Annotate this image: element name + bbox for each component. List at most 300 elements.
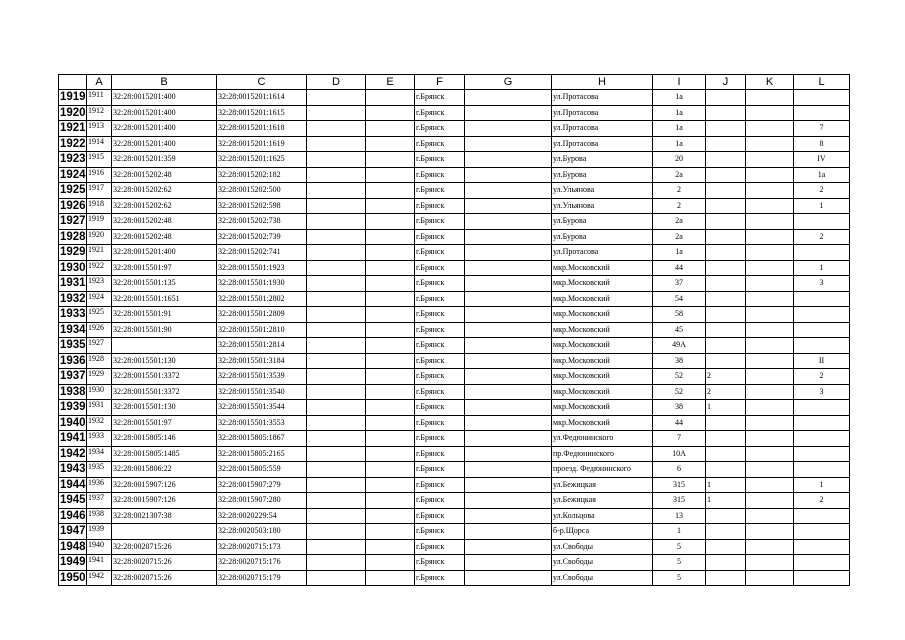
cell-b[interactable]: 32:28:0015805:1485 [112, 446, 217, 462]
cell-f[interactable]: г.Брянск [415, 508, 465, 524]
cell-i[interactable]: 38 [653, 400, 706, 416]
cell-l[interactable] [794, 400, 850, 416]
cell-h[interactable]: мкр.Московский [552, 384, 653, 400]
cell-b[interactable]: 32:28:0015907:126 [112, 477, 217, 493]
cell-f[interactable]: г.Брянск [415, 477, 465, 493]
cell-f[interactable]: г.Брянск [415, 400, 465, 416]
cell-h[interactable]: мкр.Московский [552, 369, 653, 385]
cell-c[interactable]: 32:28:0020715:176 [217, 555, 307, 571]
cell-g[interactable] [465, 307, 552, 323]
row-number[interactable]: 1946 [60, 509, 86, 522]
cell-j[interactable] [706, 539, 746, 555]
cell-i[interactable]: 1а [653, 136, 706, 152]
cell-g[interactable] [465, 353, 552, 369]
cell-i[interactable]: 2 [653, 198, 706, 214]
cell-h[interactable]: ул.Бежицкая [552, 493, 653, 509]
cell-a[interactable]: 1913 [87, 121, 112, 137]
cell-d[interactable] [307, 539, 366, 555]
cell-l[interactable]: IV [794, 152, 850, 168]
cell-j[interactable] [706, 353, 746, 369]
cell-a[interactable]: 1932 [87, 415, 112, 431]
cell-a[interactable]: 1916 [87, 167, 112, 183]
row-number[interactable]: 1943 [60, 463, 86, 476]
cell-j[interactable] [706, 415, 746, 431]
cell-h[interactable]: мкр.Московский [552, 415, 653, 431]
row-number[interactable]: 1931 [60, 277, 86, 290]
cell-j[interactable] [706, 462, 746, 478]
cell-g[interactable] [465, 524, 552, 540]
cell-k[interactable] [746, 276, 794, 292]
cell-f[interactable]: г.Брянск [415, 384, 465, 400]
cell-f[interactable]: г.Брянск [415, 245, 465, 261]
cell-i[interactable]: 315 [653, 493, 706, 509]
cell-i[interactable]: 5 [653, 570, 706, 586]
cell-a[interactable]: 1911 [87, 90, 112, 106]
cell-b[interactable]: 32:28:0021307:38 [112, 508, 217, 524]
cell-l[interactable] [794, 105, 850, 121]
cell-b[interactable]: 32:28:0015202:62 [112, 183, 217, 199]
cell-i[interactable]: 45 [653, 322, 706, 338]
cell-j[interactable] [706, 245, 746, 261]
cell-d[interactable] [307, 508, 366, 524]
cell-a[interactable]: 1914 [87, 136, 112, 152]
cell-b[interactable]: 32:28:0015201:400 [112, 90, 217, 106]
cell-j[interactable] [706, 136, 746, 152]
cell-d[interactable] [307, 477, 366, 493]
cell-j[interactable]: 1 [706, 493, 746, 509]
cell-e[interactable] [366, 152, 415, 168]
cell-j[interactable] [706, 446, 746, 462]
cell-l[interactable]: 7 [794, 121, 850, 137]
cell-d[interactable] [307, 229, 366, 245]
cell-e[interactable] [366, 400, 415, 416]
cell-f[interactable]: г.Брянск [415, 183, 465, 199]
cell-b[interactable]: 32:28:0020715:26 [112, 555, 217, 571]
cell-g[interactable] [465, 431, 552, 447]
row-number[interactable]: 1935 [60, 339, 86, 352]
cell-b[interactable]: 32:28:0015501:135 [112, 276, 217, 292]
cell-a[interactable]: 1935 [87, 462, 112, 478]
row-number[interactable]: 1947 [60, 525, 86, 538]
cell-d[interactable] [307, 415, 366, 431]
cell-j[interactable] [706, 508, 746, 524]
cell-i[interactable]: 6 [653, 462, 706, 478]
column-header-c[interactable]: C [217, 75, 307, 90]
column-header-f[interactable]: F [415, 75, 465, 90]
cell-g[interactable] [465, 136, 552, 152]
cell-k[interactable] [746, 105, 794, 121]
cell-d[interactable] [307, 214, 366, 230]
cell-d[interactable] [307, 369, 366, 385]
cell-l[interactable]: 1а [794, 167, 850, 183]
cell-l[interactable]: 1 [794, 198, 850, 214]
row-number[interactable]: 1938 [60, 385, 86, 398]
cell-i[interactable]: 44 [653, 415, 706, 431]
cell-f[interactable]: г.Брянск [415, 369, 465, 385]
cell-c[interactable]: 32:28:0015805:559 [217, 462, 307, 478]
cell-h[interactable]: ул.Свободы [552, 539, 653, 555]
column-header-j[interactable]: J [706, 75, 746, 90]
cell-k[interactable] [746, 369, 794, 385]
row-number[interactable]: 1945 [60, 494, 86, 507]
cell-g[interactable] [465, 276, 552, 292]
cell-c[interactable]: 32:28:0015501:3553 [217, 415, 307, 431]
cell-b[interactable]: 32:28:0015201:400 [112, 121, 217, 137]
cell-c[interactable]: 32:28:0015202:739 [217, 229, 307, 245]
cell-e[interactable] [366, 245, 415, 261]
cell-h[interactable]: ул.Протасова [552, 245, 653, 261]
cell-h[interactable]: ул.Кольцова [552, 508, 653, 524]
cell-k[interactable] [746, 353, 794, 369]
cell-g[interactable] [465, 183, 552, 199]
cell-c[interactable]: 32:28:0015501:1930 [217, 276, 307, 292]
cell-h[interactable]: ул.Протасова [552, 105, 653, 121]
cell-c[interactable]: 32:28:0020715:173 [217, 539, 307, 555]
cell-e[interactable] [366, 369, 415, 385]
cell-l[interactable]: 3 [794, 384, 850, 400]
cell-j[interactable] [706, 555, 746, 571]
cell-k[interactable] [746, 322, 794, 338]
cell-h[interactable]: мкр.Московский [552, 291, 653, 307]
cell-g[interactable] [465, 369, 552, 385]
cell-f[interactable]: г.Брянск [415, 90, 465, 106]
cell-h[interactable]: ул.Бурова [552, 229, 653, 245]
cell-h[interactable]: ул.Бурова [552, 214, 653, 230]
cell-k[interactable] [746, 384, 794, 400]
cell-e[interactable] [366, 291, 415, 307]
cell-b[interactable]: 32:28:0015501:97 [112, 415, 217, 431]
cell-l[interactable]: 3 [794, 276, 850, 292]
cell-h[interactable]: мкр.Московский [552, 338, 653, 354]
cell-b[interactable]: 32:28:0015501:130 [112, 400, 217, 416]
row-number[interactable]: 1929 [60, 246, 86, 259]
cell-f[interactable]: г.Брянск [415, 570, 465, 586]
row-number[interactable]: 1919 [60, 91, 86, 104]
cell-e[interactable] [366, 446, 415, 462]
cell-e[interactable] [366, 415, 415, 431]
cell-b[interactable]: 32:28:0015201:400 [112, 105, 217, 121]
cell-f[interactable]: г.Брянск [415, 462, 465, 478]
cell-l[interactable]: 2 [794, 493, 850, 509]
cell-g[interactable] [465, 415, 552, 431]
cell-d[interactable] [307, 384, 366, 400]
cell-k[interactable] [746, 508, 794, 524]
cell-c[interactable]: 32:28:0020715:179 [217, 570, 307, 586]
cell-j[interactable] [706, 307, 746, 323]
cell-h[interactable]: ул.Федюнинского [552, 431, 653, 447]
cell-k[interactable] [746, 307, 794, 323]
row-number[interactable]: 1950 [60, 571, 86, 584]
cell-j[interactable] [706, 570, 746, 586]
cell-a[interactable]: 1938 [87, 508, 112, 524]
row-number[interactable]: 1925 [60, 184, 86, 197]
row-number[interactable]: 1944 [60, 478, 86, 491]
cell-g[interactable] [465, 167, 552, 183]
cell-i[interactable]: 315 [653, 477, 706, 493]
cell-i[interactable]: 1а [653, 245, 706, 261]
cell-b[interactable]: 32:28:0015501:1651 [112, 291, 217, 307]
cell-i[interactable]: 10А [653, 446, 706, 462]
cell-i[interactable]: 38 [653, 353, 706, 369]
cell-c[interactable]: 32:28:0015501:2802 [217, 291, 307, 307]
cell-k[interactable] [746, 167, 794, 183]
cell-b[interactable]: 32:28:0015202:48 [112, 214, 217, 230]
row-number[interactable]: 1927 [60, 215, 86, 228]
cell-h[interactable]: пр.Федюнинского [552, 446, 653, 462]
cell-k[interactable] [746, 291, 794, 307]
cell-j[interactable] [706, 276, 746, 292]
cell-k[interactable] [746, 539, 794, 555]
cell-f[interactable]: г.Брянск [415, 493, 465, 509]
cell-k[interactable] [746, 198, 794, 214]
cell-l[interactable] [794, 245, 850, 261]
cell-c[interactable]: 32:28:0015805:1867 [217, 431, 307, 447]
cell-j[interactable] [706, 90, 746, 106]
cell-j[interactable] [706, 229, 746, 245]
cell-a[interactable]: 1917 [87, 183, 112, 199]
cell-f[interactable]: г.Брянск [415, 353, 465, 369]
cell-l[interactable]: 2 [794, 183, 850, 199]
cell-l[interactable] [794, 322, 850, 338]
cell-b[interactable]: 32:28:0020715:26 [112, 570, 217, 586]
cell-f[interactable]: г.Брянск [415, 198, 465, 214]
cell-f[interactable]: г.Брянск [415, 307, 465, 323]
cell-g[interactable] [465, 555, 552, 571]
cell-g[interactable] [465, 508, 552, 524]
cell-g[interactable] [465, 322, 552, 338]
cell-g[interactable] [465, 338, 552, 354]
cell-f[interactable]: г.Брянск [415, 291, 465, 307]
cell-a[interactable]: 1940 [87, 539, 112, 555]
cell-c[interactable]: 32:28:0015805:2165 [217, 446, 307, 462]
cell-e[interactable] [366, 307, 415, 323]
cell-c[interactable]: 32:28:0015907:280 [217, 493, 307, 509]
cell-l[interactable]: 2 [794, 229, 850, 245]
cell-k[interactable] [746, 555, 794, 571]
cell-i[interactable]: 1а [653, 90, 706, 106]
cell-e[interactable] [366, 431, 415, 447]
cell-e[interactable] [366, 555, 415, 571]
cell-k[interactable] [746, 477, 794, 493]
cell-i[interactable]: 2а [653, 214, 706, 230]
cell-b[interactable]: 32:28:0015201:359 [112, 152, 217, 168]
cell-l[interactable]: 8 [794, 136, 850, 152]
cell-k[interactable] [746, 524, 794, 540]
cell-h[interactable]: ул.Ульянова [552, 183, 653, 199]
cell-c[interactable]: 32:28:0015202:738 [217, 214, 307, 230]
cell-f[interactable]: г.Брянск [415, 214, 465, 230]
cell-l[interactable] [794, 431, 850, 447]
cell-b[interactable]: 32:28:0015202:48 [112, 229, 217, 245]
row-number[interactable]: 1933 [60, 308, 86, 321]
cell-h[interactable]: проезд. Федюнинского [552, 462, 653, 478]
cell-j[interactable] [706, 183, 746, 199]
cell-i[interactable]: 2 [653, 183, 706, 199]
cell-k[interactable] [746, 400, 794, 416]
cell-b[interactable]: 32:28:0015501:91 [112, 307, 217, 323]
cell-k[interactable] [746, 121, 794, 137]
cell-a[interactable]: 1924 [87, 291, 112, 307]
cell-l[interactable] [794, 90, 850, 106]
cell-f[interactable]: г.Брянск [415, 152, 465, 168]
cell-h[interactable]: мкр.Московский [552, 260, 653, 276]
cell-h[interactable]: ул.Свободы [552, 570, 653, 586]
cell-a[interactable]: 1921 [87, 245, 112, 261]
cell-g[interactable] [465, 245, 552, 261]
cell-e[interactable] [366, 229, 415, 245]
cell-e[interactable] [366, 524, 415, 540]
cell-g[interactable] [465, 152, 552, 168]
column-header-b[interactable]: B [112, 75, 217, 90]
cell-c[interactable]: 32:28:0015202:741 [217, 245, 307, 261]
cell-f[interactable]: г.Брянск [415, 446, 465, 462]
cell-i[interactable]: 58 [653, 307, 706, 323]
row-number[interactable]: 1934 [60, 323, 86, 336]
cell-b[interactable]: 32:28:0015202:62 [112, 198, 217, 214]
cell-i[interactable]: 1а [653, 105, 706, 121]
cell-f[interactable]: г.Брянск [415, 105, 465, 121]
cell-b[interactable]: 32:28:0015501:97 [112, 260, 217, 276]
cell-g[interactable] [465, 291, 552, 307]
cell-g[interactable] [465, 477, 552, 493]
cell-f[interactable]: г.Брянск [415, 276, 465, 292]
cell-d[interactable] [307, 183, 366, 199]
cell-k[interactable] [746, 493, 794, 509]
cell-b[interactable]: 32:28:0015201:400 [112, 136, 217, 152]
cell-h[interactable]: мкр.Московский [552, 353, 653, 369]
cell-k[interactable] [746, 446, 794, 462]
cell-c[interactable]: 32:28:0015202:182 [217, 167, 307, 183]
cell-c[interactable]: 32:28:0015501:3540 [217, 384, 307, 400]
cell-i[interactable]: 1а [653, 121, 706, 137]
cell-b[interactable]: 32:28:0020715:26 [112, 539, 217, 555]
cell-e[interactable] [366, 121, 415, 137]
cell-d[interactable] [307, 152, 366, 168]
cell-c[interactable]: 32:28:0015202:598 [217, 198, 307, 214]
cell-g[interactable] [465, 446, 552, 462]
cell-b[interactable]: 32:28:0015501:3372 [112, 384, 217, 400]
cell-e[interactable] [366, 214, 415, 230]
cell-h[interactable]: мкр.Московский [552, 276, 653, 292]
row-number[interactable]: 1940 [60, 416, 86, 429]
cell-e[interactable] [366, 105, 415, 121]
cell-e[interactable] [366, 183, 415, 199]
cell-c[interactable]: 32:28:0015501:3184 [217, 353, 307, 369]
cell-j[interactable]: 1 [706, 477, 746, 493]
cell-c[interactable]: 32:28:0015501:2810 [217, 322, 307, 338]
cell-h[interactable]: мкр.Московский [552, 400, 653, 416]
cell-e[interactable] [366, 353, 415, 369]
cell-k[interactable] [746, 136, 794, 152]
row-number[interactable]: 1937 [60, 370, 86, 383]
cell-c[interactable]: 32:28:0015201:1615 [217, 105, 307, 121]
cell-d[interactable] [307, 307, 366, 323]
cell-g[interactable] [465, 121, 552, 137]
cell-k[interactable] [746, 245, 794, 261]
cell-a[interactable]: 1926 [87, 322, 112, 338]
cell-e[interactable] [366, 136, 415, 152]
cell-l[interactable] [794, 307, 850, 323]
cell-f[interactable]: г.Брянск [415, 524, 465, 540]
cell-l[interactable] [794, 338, 850, 354]
cell-j[interactable] [706, 105, 746, 121]
cell-a[interactable]: 1925 [87, 307, 112, 323]
cell-i[interactable]: 37 [653, 276, 706, 292]
cell-a[interactable]: 1915 [87, 152, 112, 168]
cell-e[interactable] [366, 260, 415, 276]
cell-g[interactable] [465, 90, 552, 106]
cell-k[interactable] [746, 152, 794, 168]
column-header-k[interactable]: K [746, 75, 794, 90]
cell-j[interactable] [706, 152, 746, 168]
cell-h[interactable]: ул.Бурова [552, 167, 653, 183]
cell-k[interactable] [746, 214, 794, 230]
cell-j[interactable] [706, 167, 746, 183]
cell-d[interactable] [307, 276, 366, 292]
row-number[interactable]: 1932 [60, 292, 86, 305]
cell-i[interactable]: 52 [653, 369, 706, 385]
cell-i[interactable]: 20 [653, 152, 706, 168]
cell-b[interactable]: 32:28:0015907:126 [112, 493, 217, 509]
cell-e[interactable] [366, 570, 415, 586]
cell-a[interactable]: 1918 [87, 198, 112, 214]
cell-j[interactable] [706, 524, 746, 540]
cell-b[interactable]: 32:28:0015501:130 [112, 353, 217, 369]
row-number[interactable]: 1922 [60, 137, 86, 150]
cell-a[interactable]: 1929 [87, 369, 112, 385]
cell-f[interactable]: г.Брянск [415, 167, 465, 183]
cell-j[interactable]: 2 [706, 369, 746, 385]
cell-h[interactable]: ул.Свободы [552, 555, 653, 571]
cell-h[interactable]: ул.Ульянова [552, 198, 653, 214]
cell-j[interactable] [706, 431, 746, 447]
cell-d[interactable] [307, 431, 366, 447]
cell-g[interactable] [465, 105, 552, 121]
cell-g[interactable] [465, 198, 552, 214]
cell-e[interactable] [366, 493, 415, 509]
cell-i[interactable]: 5 [653, 555, 706, 571]
row-number[interactable]: 1949 [60, 556, 86, 569]
cell-i[interactable]: 52 [653, 384, 706, 400]
row-number[interactable]: 1924 [60, 168, 86, 181]
cell-e[interactable] [366, 322, 415, 338]
cell-d[interactable] [307, 555, 366, 571]
cell-d[interactable] [307, 446, 366, 462]
cell-l[interactable] [794, 415, 850, 431]
cell-e[interactable] [366, 539, 415, 555]
cell-e[interactable] [366, 198, 415, 214]
cell-j[interactable]: 2 [706, 384, 746, 400]
cell-a[interactable]: 1931 [87, 400, 112, 416]
cell-f[interactable]: г.Брянск [415, 136, 465, 152]
cell-d[interactable] [307, 291, 366, 307]
cell-i[interactable]: 49А [653, 338, 706, 354]
cell-j[interactable] [706, 214, 746, 230]
cell-a[interactable]: 1939 [87, 524, 112, 540]
cell-b[interactable]: 32:28:0015202:48 [112, 167, 217, 183]
cell-c[interactable]: 32:28:0015907:279 [217, 477, 307, 493]
cell-k[interactable] [746, 431, 794, 447]
cell-g[interactable] [465, 384, 552, 400]
cell-h[interactable]: ул.Протасова [552, 136, 653, 152]
cell-e[interactable] [366, 90, 415, 106]
cell-f[interactable]: г.Брянск [415, 322, 465, 338]
cell-c[interactable]: 32:28:0015501:3539 [217, 369, 307, 385]
cell-l[interactable] [794, 462, 850, 478]
cell-l[interactable] [794, 555, 850, 571]
cell-d[interactable] [307, 245, 366, 261]
cell-h[interactable]: ул.Протасова [552, 121, 653, 137]
